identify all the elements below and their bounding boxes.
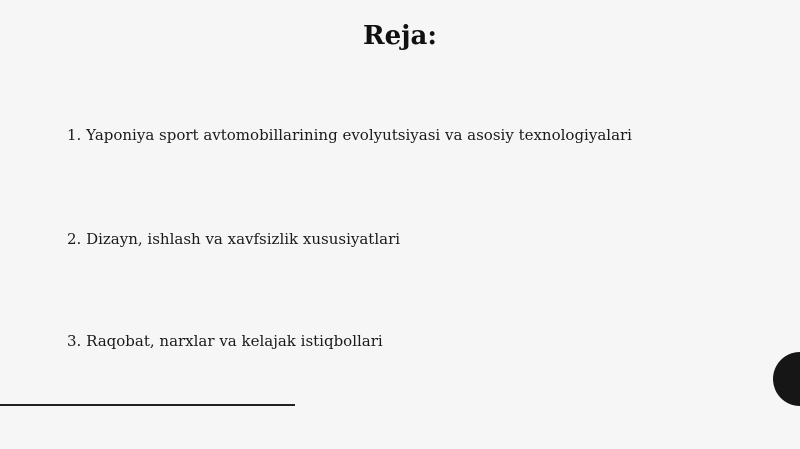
plan-item-1: 1. Yaponiya sport avtomobillarining evolyutsiyasi va asosiy texnologiyalari	[67, 126, 632, 144]
slide-title: Reja:	[362, 21, 437, 51]
plan-item-2: 2. Dizayn, ishlash va xavfsizlik xususiyatlari	[67, 230, 401, 248]
plan-item-3: 3. Raqobat, narxlar va kelajak istiqbollari	[67, 332, 383, 350]
decorative-divider-line	[0, 404, 295, 406]
decorative-circle-shape	[773, 352, 800, 406]
